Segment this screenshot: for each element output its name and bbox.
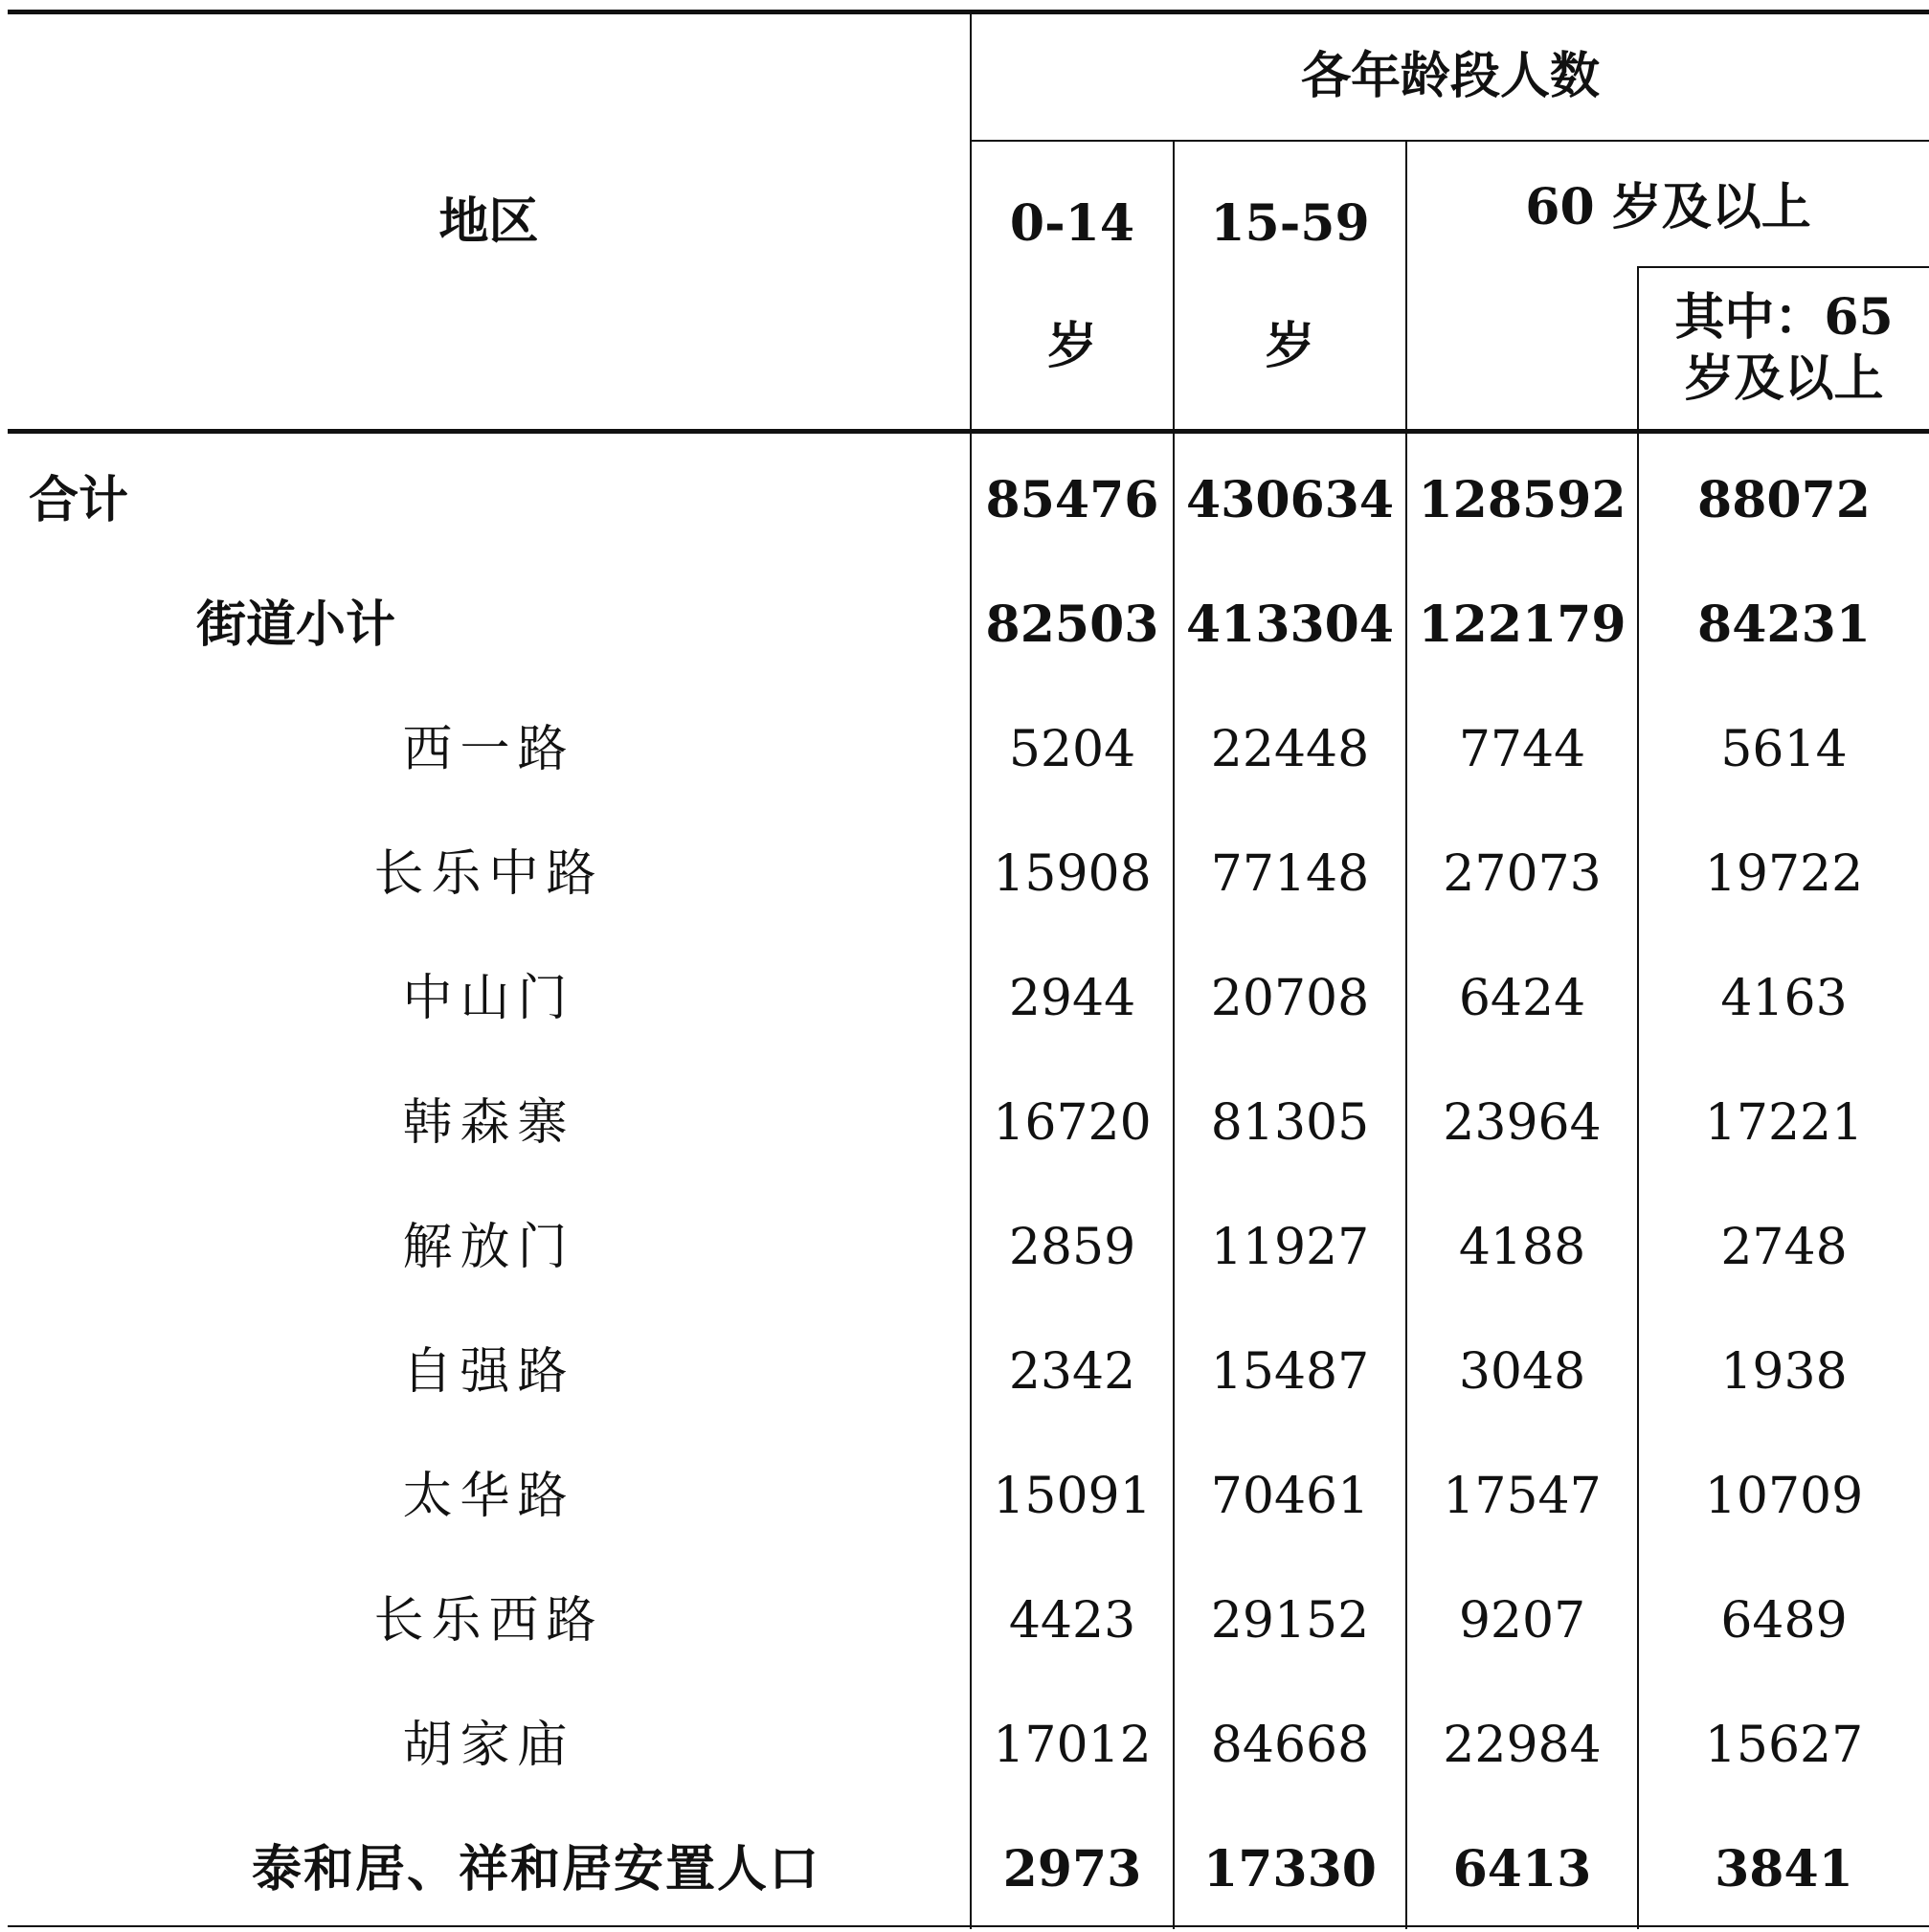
row-value: 413304 [1185,595,1395,654]
row-value: 3048 [1458,1343,1586,1401]
row-value: 81305 [1210,1094,1370,1152]
row-value: 22984 [1443,1717,1602,1774]
row-label: 长乐西路 [373,1592,604,1650]
header-age-group: 各年龄段人数 [1300,48,1600,105]
row-value: 17221 [1704,1094,1864,1152]
row-value: 1938 [1720,1343,1848,1401]
row-value: 4163 [1720,970,1848,1027]
row-value: 6424 [1458,970,1586,1027]
row-value: 6413 [1452,1840,1592,1898]
row-value: 15627 [1704,1717,1864,1774]
row-value: 15908 [993,845,1152,903]
row-label: 胡家庙 [402,1717,575,1774]
row-label: 韩森寨 [402,1094,575,1152]
row-value: 17012 [993,1717,1152,1774]
row-label: 自强路 [402,1343,575,1401]
header-col-0-14-line1: 0-14 [1009,194,1135,253]
header-col-65-plus-line1: 其中：65 [1674,288,1894,347]
row-value: 3841 [1715,1840,1853,1898]
row-value: 20708 [1210,970,1370,1027]
row-value: 122179 [1418,595,1626,654]
row-value: 15487 [1210,1343,1370,1401]
row-value: 70461 [1210,1468,1370,1525]
row-value: 2944 [1008,970,1136,1027]
row-label: 街道小计 [196,596,396,654]
row-value: 4423 [1008,1592,1136,1650]
header-col-15-59-line2: 岁 [1265,318,1315,375]
row-value: 85476 [985,471,1159,529]
header-region: 地区 [438,193,539,251]
row-value: 17547 [1443,1468,1602,1525]
row-label: 长乐中路 [373,845,604,903]
row-value: 10709 [1704,1468,1864,1525]
row-label: 泰和居、祥和居安置人口 [251,1841,820,1898]
header-col-60-plus: 60 岁及以上 [1525,178,1811,236]
row-value: 128592 [1418,471,1626,529]
row-value: 88072 [1697,471,1871,529]
row-value: 5614 [1720,721,1848,778]
row-label: 合计 [29,472,129,529]
header-col-15-59-line1: 15-59 [1210,194,1370,253]
header-col-0-14-line2: 岁 [1046,318,1097,375]
row-value: 27073 [1443,845,1602,903]
row-value: 11927 [1210,1219,1370,1276]
header-col-65-plus [1639,268,1929,429]
header-col-15-59 [1175,142,1405,429]
row-value: 9207 [1458,1592,1586,1650]
row-value: 23964 [1443,1094,1602,1152]
row-label: 西一路 [402,721,575,778]
row-value: 2342 [1008,1343,1136,1401]
row-value: 15091 [993,1468,1152,1525]
row-value: 4188 [1458,1219,1586,1276]
row-value: 84231 [1697,595,1871,654]
header-col-65-plus-line2: 岁及以上 [1684,350,1884,408]
row-value: 84668 [1210,1717,1370,1774]
row-value: 16720 [993,1094,1152,1152]
row-value: 17330 [1203,1840,1377,1898]
row-value: 22448 [1210,721,1370,778]
row-label: 中山门 [402,970,575,1027]
header-col-0-14 [972,142,1173,429]
row-value: 6489 [1720,1592,1848,1650]
row-value: 5204 [1008,721,1136,778]
row-value: 19722 [1704,845,1864,903]
row-value: 2973 [1002,1840,1142,1898]
row-value: 2859 [1008,1219,1136,1276]
row-label: 解放门 [402,1219,575,1276]
row-value: 29152 [1210,1592,1370,1650]
row-value: 7744 [1458,721,1586,778]
row-value: 82503 [985,595,1159,654]
row-value: 2748 [1720,1219,1848,1276]
row-value: 77148 [1210,845,1370,903]
row-value: 430634 [1185,471,1395,529]
row-label: 太华路 [402,1468,575,1525]
